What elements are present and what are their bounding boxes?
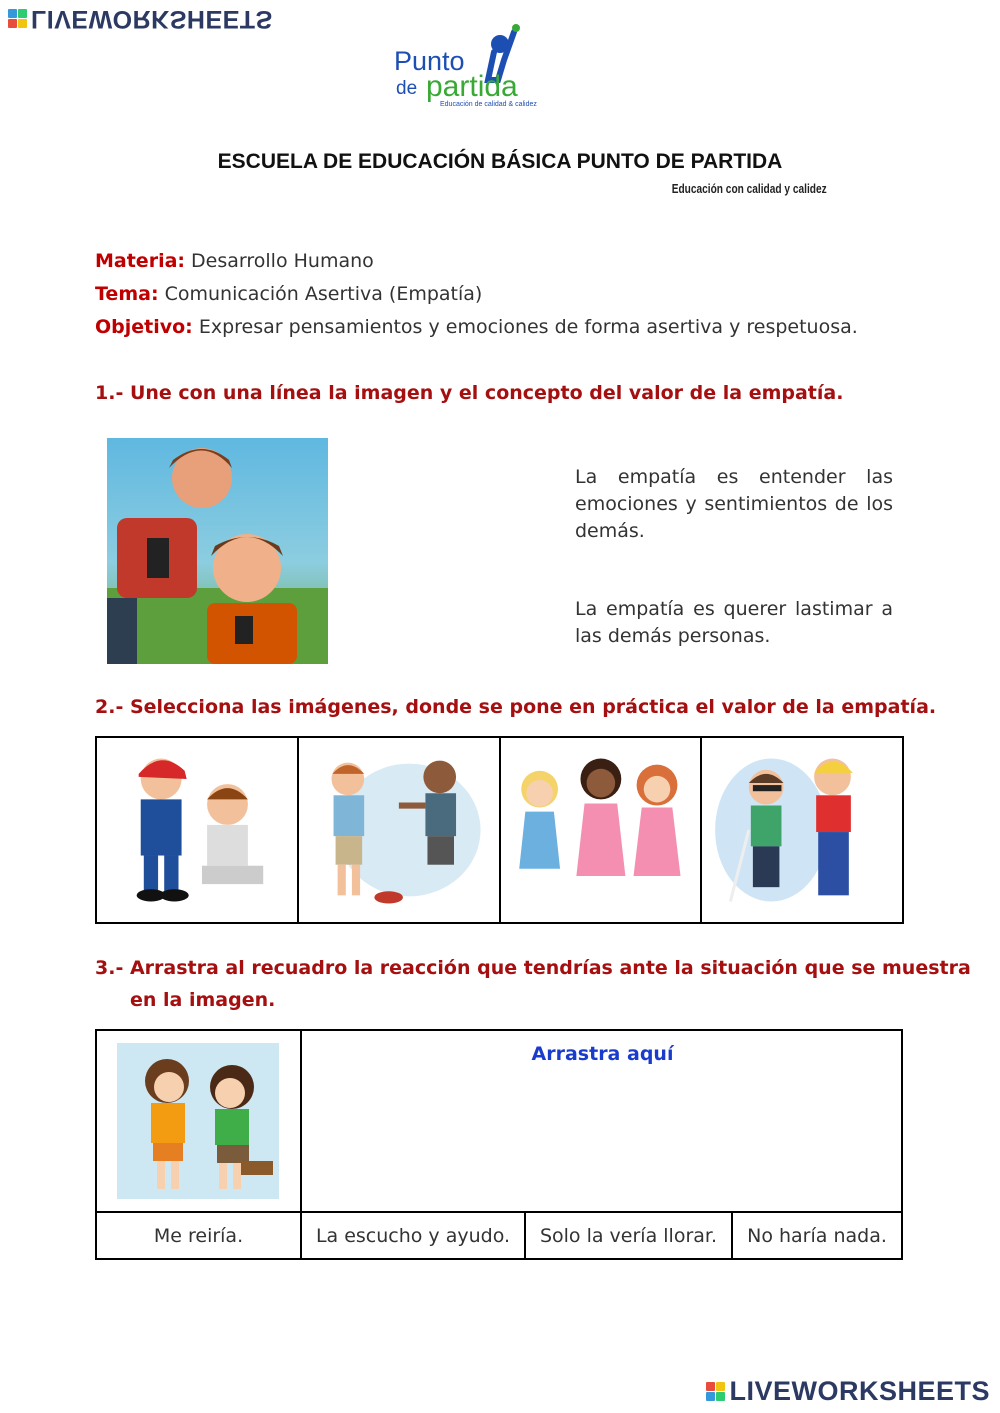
crying-girl-illustration (97, 1031, 302, 1213)
selectable-image-girls-mocking[interactable] (501, 738, 703, 922)
tema-label: Tema: (95, 283, 159, 305)
reaction-option-2[interactable]: La escucho y ayudo. (302, 1213, 526, 1258)
watermark-top (8, 4, 273, 33)
drop-zone[interactable] (304, 1031, 901, 1211)
question-3-prompt-line2: en la imagen. (130, 989, 276, 1011)
reaction-option-3[interactable]: Solo la vería llorar. (526, 1213, 733, 1258)
selectable-image-helping-blind[interactable] (702, 738, 902, 922)
reaction-table-top-row (97, 1031, 901, 1213)
school-logo (390, 22, 560, 112)
image-selection-grid (95, 736, 904, 924)
watermark-text: LIVEWORKSHEETS (729, 1376, 990, 1406)
logo-tagline: Educación de calidad & calidez (440, 101, 537, 108)
empathy-illustration[interactable] (107, 438, 328, 664)
materia-label: Materia: (95, 250, 185, 272)
reaction-option-1[interactable]: Me reiría. (97, 1213, 302, 1258)
tema-line (95, 283, 482, 305)
reaction-option-4[interactable]: No haría nada. (747, 1224, 887, 1247)
school-title: ESCUELA DE EDUCACIÓN BÁSICA PUNTO DE PARTIDA (217, 150, 783, 173)
drop-zone-label: Arrastra aquí (531, 1043, 674, 1065)
reaction-table (95, 1029, 903, 1260)
concept-option-2[interactable]: La empatía es querer lastimar a las demás personas. (575, 598, 893, 647)
watermark-bottom (706, 1376, 990, 1407)
watermark-text: LIVEWORKSHEETS (31, 5, 273, 33)
question-2-prompt: 2.- Selecciona las imágenes, donde se pone en práctica el valor de la empatía. (95, 696, 937, 718)
logo-word-partida: partida (426, 70, 518, 103)
school-subtitle: Educación con calidad y calidez (672, 181, 827, 196)
question-3-prompt-line1: 3.- Arrastra al recuadro la reacción que tendrías ante la situación que se muestra (95, 957, 971, 979)
logo-word-de: de (396, 78, 418, 99)
concept-option-1[interactable]: La empatía es entender las emociones y sentimientos de los demás. (575, 466, 893, 542)
reaction-options-row (97, 1213, 901, 1258)
selectable-image-pushing[interactable] (299, 738, 501, 922)
objetivo-line (95, 316, 858, 338)
tema-value: Comunicación Asertiva (Empatía) (164, 283, 483, 305)
materia-value: Desarrollo Humano (191, 250, 374, 272)
liveworksheets-logo-icon (8, 9, 27, 28)
logo-word-punto: Punto (394, 46, 465, 76)
question-1-prompt: 1.- Une con una línea la imagen y el concepto del valor de la empatía. (95, 382, 844, 404)
liveworksheets-logo-icon (706, 1382, 725, 1401)
materia-line (95, 250, 374, 272)
objetivo-value: Expresar pensamientos y emociones de forma asertiva y respetuosa. (198, 316, 858, 338)
selectable-image-bully[interactable] (97, 738, 299, 922)
objetivo-label: Objetivo: (95, 316, 193, 338)
